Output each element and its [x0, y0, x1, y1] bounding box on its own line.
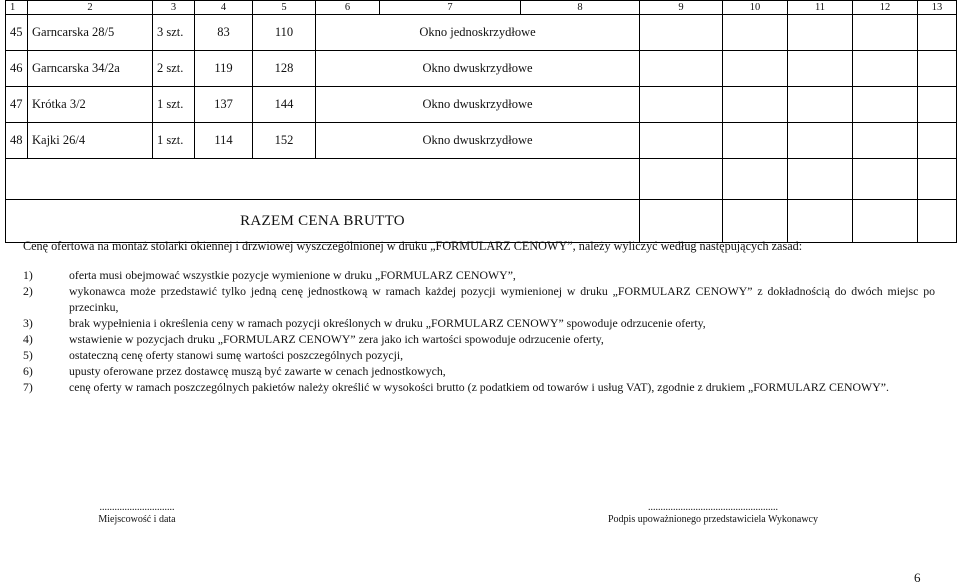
cell-empty	[788, 15, 853, 51]
table-row	[6, 123, 957, 159]
cell-empty	[853, 200, 918, 243]
cell-width: 137	[195, 87, 253, 123]
cell-height: 152	[253, 123, 316, 159]
cell-empty	[788, 159, 853, 200]
column-number: 11	[788, 1, 853, 15]
cell-width: 114	[195, 123, 253, 159]
cell-width: 83	[195, 15, 253, 51]
column-number: 5	[253, 1, 316, 15]
rule-text: cenę oferty w ramach poszczególnych pakietów należy określić w wysokości brutto (z podatkiem od towarów i usług VAT), zgodnie z drukiem „FORMULARZ CENOWY”.	[69, 380, 889, 394]
cell-height: 110	[253, 15, 316, 51]
column-number: 10	[723, 1, 788, 15]
cell-lp: 48	[6, 123, 28, 159]
column-number: 2	[28, 1, 153, 15]
cell-qty: 1 szt.	[153, 123, 195, 159]
pricing-rules-intro: Cenę ofertowa na montaż stolarki okiennej i drzwiowej wyszczególnionej w druku „FORMULARZ CENOWY”, należy wyliczyć według następujących zasad:	[23, 239, 803, 253]
column-number: 9	[640, 1, 723, 15]
column-number: 13	[918, 1, 957, 15]
page-number: 6	[914, 570, 921, 585]
rule-number: 6)	[23, 364, 33, 378]
cell-empty	[918, 123, 957, 159]
signature-caption: Miejscowość i data	[98, 514, 176, 525]
cell-qty: 1 szt.	[153, 87, 195, 123]
cell-address: Kajki 26/4	[28, 123, 153, 159]
list-item	[23, 379, 935, 395]
cell-address: Garncarska 28/5	[28, 15, 153, 51]
cell-lp: 47	[6, 87, 28, 123]
cell-empty	[918, 51, 957, 87]
column-number: 12	[853, 1, 918, 15]
cell-height: 144	[253, 87, 316, 123]
price-form-table	[5, 0, 957, 243]
cell-empty	[853, 15, 918, 51]
rule-text: upusty oferowane przez dostawcę muszą być zawarte w cenach jednostkowych,	[69, 364, 446, 378]
cell-empty	[788, 87, 853, 123]
pricing-rules-list	[23, 267, 935, 395]
cell-empty	[640, 87, 723, 123]
cell-empty	[723, 15, 788, 51]
column-number: 8	[521, 1, 640, 15]
signature-place-date	[67, 502, 207, 526]
cell-width: 119	[195, 51, 253, 87]
total-label: RAZEM CENA BRUTTO	[6, 200, 640, 243]
signature-caption: Podpis upoważnionego przedstawiciela Wykonawcy	[608, 514, 818, 525]
cell-empty	[788, 51, 853, 87]
cell-address: Krótka 3/2	[28, 87, 153, 123]
column-number: 6	[316, 1, 380, 15]
list-item	[23, 315, 935, 331]
cell-empty	[723, 159, 788, 200]
rule-text: oferta musi obejmować wszystkie pozycje wymienione w druku „FORMULARZ CENOWY”,	[69, 268, 516, 282]
cell-description: Okno dwuskrzydłowe	[316, 87, 640, 123]
cell-empty	[640, 123, 723, 159]
rule-number: 3)	[23, 316, 33, 330]
list-item	[23, 267, 935, 283]
table-row	[6, 51, 957, 87]
cell-empty	[853, 159, 918, 200]
table-row	[6, 15, 957, 51]
total-row	[6, 200, 957, 243]
cell-empty	[788, 123, 853, 159]
list-item	[23, 347, 935, 363]
rule-number: 7)	[23, 380, 33, 394]
cell-empty	[918, 200, 957, 243]
cell-height: 128	[253, 51, 316, 87]
cell-empty	[853, 123, 918, 159]
rule-text: wykonawca może przedstawić tylko jedną cenę jednostkową w ramach każdej pozycji wymienionej w druku „FORMULARZ CENOWY” z dokładnością do dwóch miejsc po przecinku,	[69, 284, 935, 314]
table-row	[6, 87, 957, 123]
column-number: 1	[6, 1, 28, 15]
rule-text: ostateczną cenę oferty stanowi sumę wartości poszczególnych pozycji,	[69, 348, 404, 362]
cell-lp: 46	[6, 51, 28, 87]
column-number: 4	[195, 1, 253, 15]
table-spacer-row	[6, 159, 957, 200]
list-item	[23, 363, 935, 379]
cell-empty	[723, 51, 788, 87]
signature-representative	[593, 502, 833, 526]
cell-empty	[723, 200, 788, 243]
cell-empty	[918, 15, 957, 51]
cell-empty	[640, 15, 723, 51]
signature-dots: ....................................................	[648, 502, 778, 513]
table-header-row	[6, 1, 957, 15]
cell-qty: 3 szt.	[153, 15, 195, 51]
rule-number: 5)	[23, 348, 33, 362]
cell-empty	[853, 51, 918, 87]
cell-empty	[788, 200, 853, 243]
cell-empty	[640, 200, 723, 243]
cell-empty	[723, 87, 788, 123]
cell-description: Okno jednoskrzydłowe	[316, 15, 640, 51]
cell-empty	[853, 87, 918, 123]
cell-lp: 45	[6, 15, 28, 51]
column-number: 3	[153, 1, 195, 15]
cell-empty	[918, 87, 957, 123]
rule-number: 1)	[23, 268, 33, 282]
rule-number: 4)	[23, 332, 33, 346]
cell-description: Okno dwuskrzydłowe	[316, 51, 640, 87]
cell-empty	[6, 159, 640, 200]
rule-number: 2)	[23, 284, 33, 298]
cell-address: Garncarska 34/2a	[28, 51, 153, 87]
cell-empty	[640, 51, 723, 87]
cell-description: Okno dwuskrzydłowe	[316, 123, 640, 159]
cell-empty	[640, 159, 723, 200]
list-item	[23, 331, 935, 347]
list-item	[23, 283, 935, 315]
cell-empty	[918, 159, 957, 200]
column-number: 7	[380, 1, 521, 15]
cell-qty: 2 szt.	[153, 51, 195, 87]
cell-empty	[723, 123, 788, 159]
signature-dots: ..............................	[99, 502, 175, 513]
rule-text: wstawienie w pozycjach druku „FORMULARZ CENOWY” zera jako ich wartości spowoduje odrzucenie oferty,	[69, 332, 604, 346]
rule-text: brak wypełnienia i określenia ceny w ramach pozycji określonych w druku „FORMULARZ CENOWY” spowoduje odrzucenie oferty,	[69, 316, 706, 330]
